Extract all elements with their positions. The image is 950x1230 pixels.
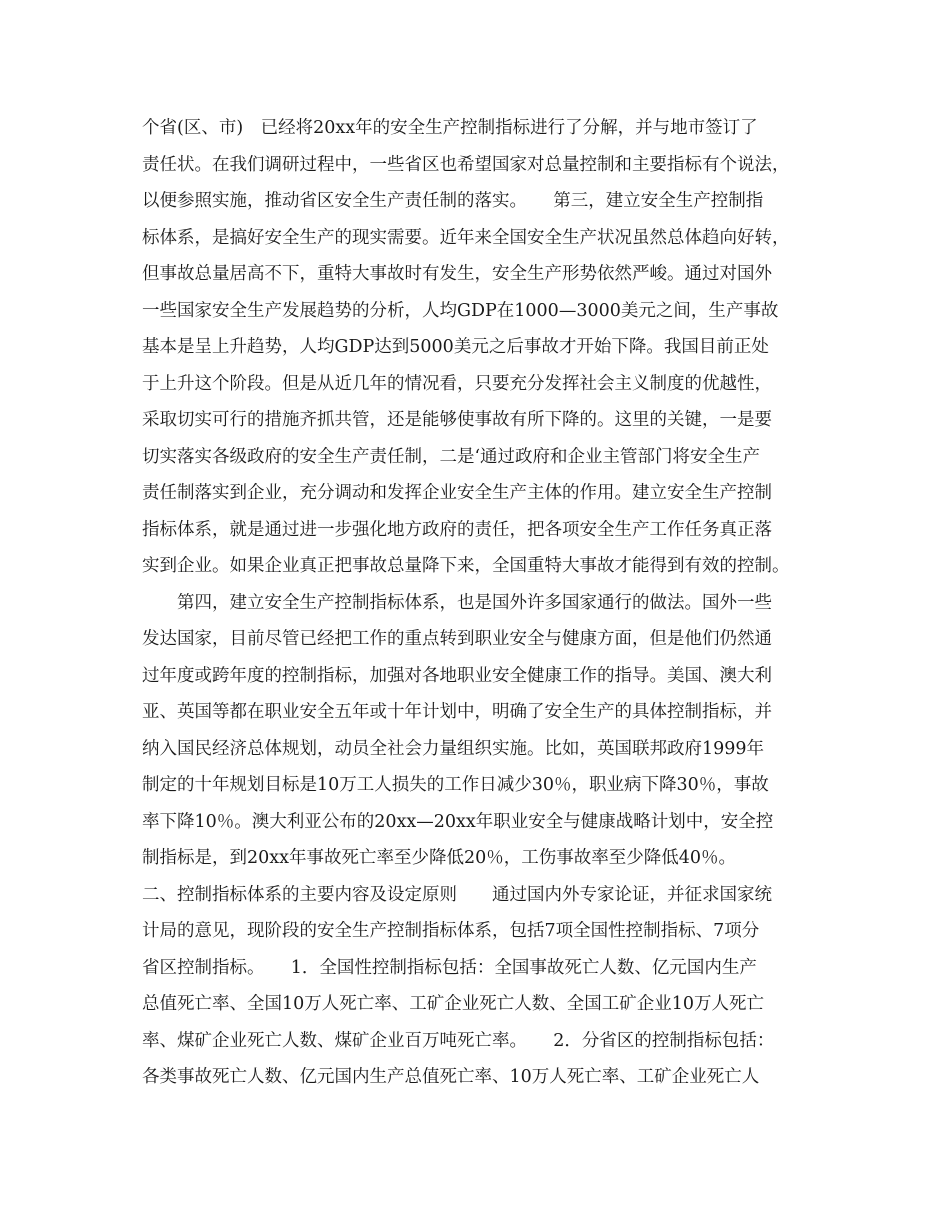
text-line: 采取切实可行的措施齐抓共管，还是能够使事故有所下降的。这里的关键，一是要 <box>142 410 772 430</box>
document-body <box>142 110 832 1096</box>
text-line: 个省(区、市) 已经将20xx年的安全生产控制指标进行了分解，并与地市签订了 <box>142 118 758 138</box>
text-line: 责任状。在我们调研过程中，一些省区也希望国家对总量控制和主要指标有个说法， <box>142 154 790 175</box>
text-line: 各类事故死亡人数、亿元国内生产总值死亡率、10万人死亡率、工矿企业死亡人 <box>142 1067 760 1087</box>
text-line: 省区控制指标。 1．全国性控制指标包括：全国事故死亡人数、亿元国内生产 <box>142 957 757 978</box>
text-line: 率、煤矿企业死亡人数、煤矿企业百万吨死亡率。 2．分省区的控制指标包括： <box>142 1030 775 1051</box>
text-line: 于上升这个阶段。但是从近几年的情况看，只要充分发挥社会主义制度的优越性， <box>142 373 772 394</box>
text-line: 发达国家，目前尽管已经把工作的重点转到职业安全与健康方面，但是他们仍然通 <box>142 629 772 649</box>
text-line: 率下降10％。澳大利亚公布的20xx—20xx年职业安全与健康战略计划中，安全控 <box>142 811 774 832</box>
text-line: 二、控制指标体系的主要内容及设定原则 通过国内外专家论证，并征求国家统 <box>142 884 772 905</box>
text-line: 过年度或跨年度的控制指标，加强对各地职业安全健康工作的指导。美国、澳大利 <box>142 665 772 686</box>
text-line: 制指标是，到20xx年事故死亡率至少降低20％，工伤事故率至少降低40％。 <box>142 848 737 868</box>
text-line: 纳入国民经济总体规划，动员全社会力量组织实施。比如，英国联邦政府1999年 <box>142 738 765 759</box>
text-line: 一些国家安全生产发展趋势的分析，人均GDP在1000—3000美元之间，生产事故 <box>142 300 779 321</box>
text-line: 基本是呈上升趋势，人均GDP达到5000美元之后事故才开始下降。我国目前正处 <box>142 337 769 357</box>
text-line: 指标体系，就是通过进一步强化地方政府的责任，把各项安全生产工作任务真正落 <box>142 519 772 540</box>
text-line: 切实落实各级政府的安全生产责任制，二是‘通过政府和企业主管部门将安全生产 <box>142 446 761 467</box>
text-line: 实到企业。如果企业真正把事故总量降下来，全国重特大事故才能得到有效的控制。 <box>142 556 790 576</box>
text-line: 计局的意见，现阶段的安全生产控制指标体系，包括7项全国性控制指标、7项分 <box>142 921 760 941</box>
text-line: 第四，建立安全生产控制指标体系，也是国外许多国家通行的做法。国外一些 <box>142 592 772 613</box>
text-line: 以便参照实施，推动省区安全生产责任制的落实。 第三，建立安全生产控制指 <box>142 191 764 211</box>
text-line: 但事故总量居高不下，重特大事故时有发生，安全生产形势依然严峻。通过对国外 <box>142 264 772 284</box>
text-line: 总值死亡率、全国10万人死亡率、工矿企业死亡人数、全国工矿企业10万人死亡 <box>142 994 765 1014</box>
text-line: 亚、英国等都在职业安全五年或十年计划中，明确了安全生产的具体控制指标，并 <box>142 702 772 722</box>
text-line: 制定的十年规划目标是10万工人损失的工作日减少30％，职业病下降30％，事故 <box>142 775 769 795</box>
text-line: 标体系，是搞好安全生产的现实需要。近年来全国安全生产状况虽然总体趋向好转， <box>142 227 790 248</box>
text-line: 责任制落实到企业，充分调动和发挥企业安全生产主体的作用。建立安全生产控制 <box>142 483 772 503</box>
